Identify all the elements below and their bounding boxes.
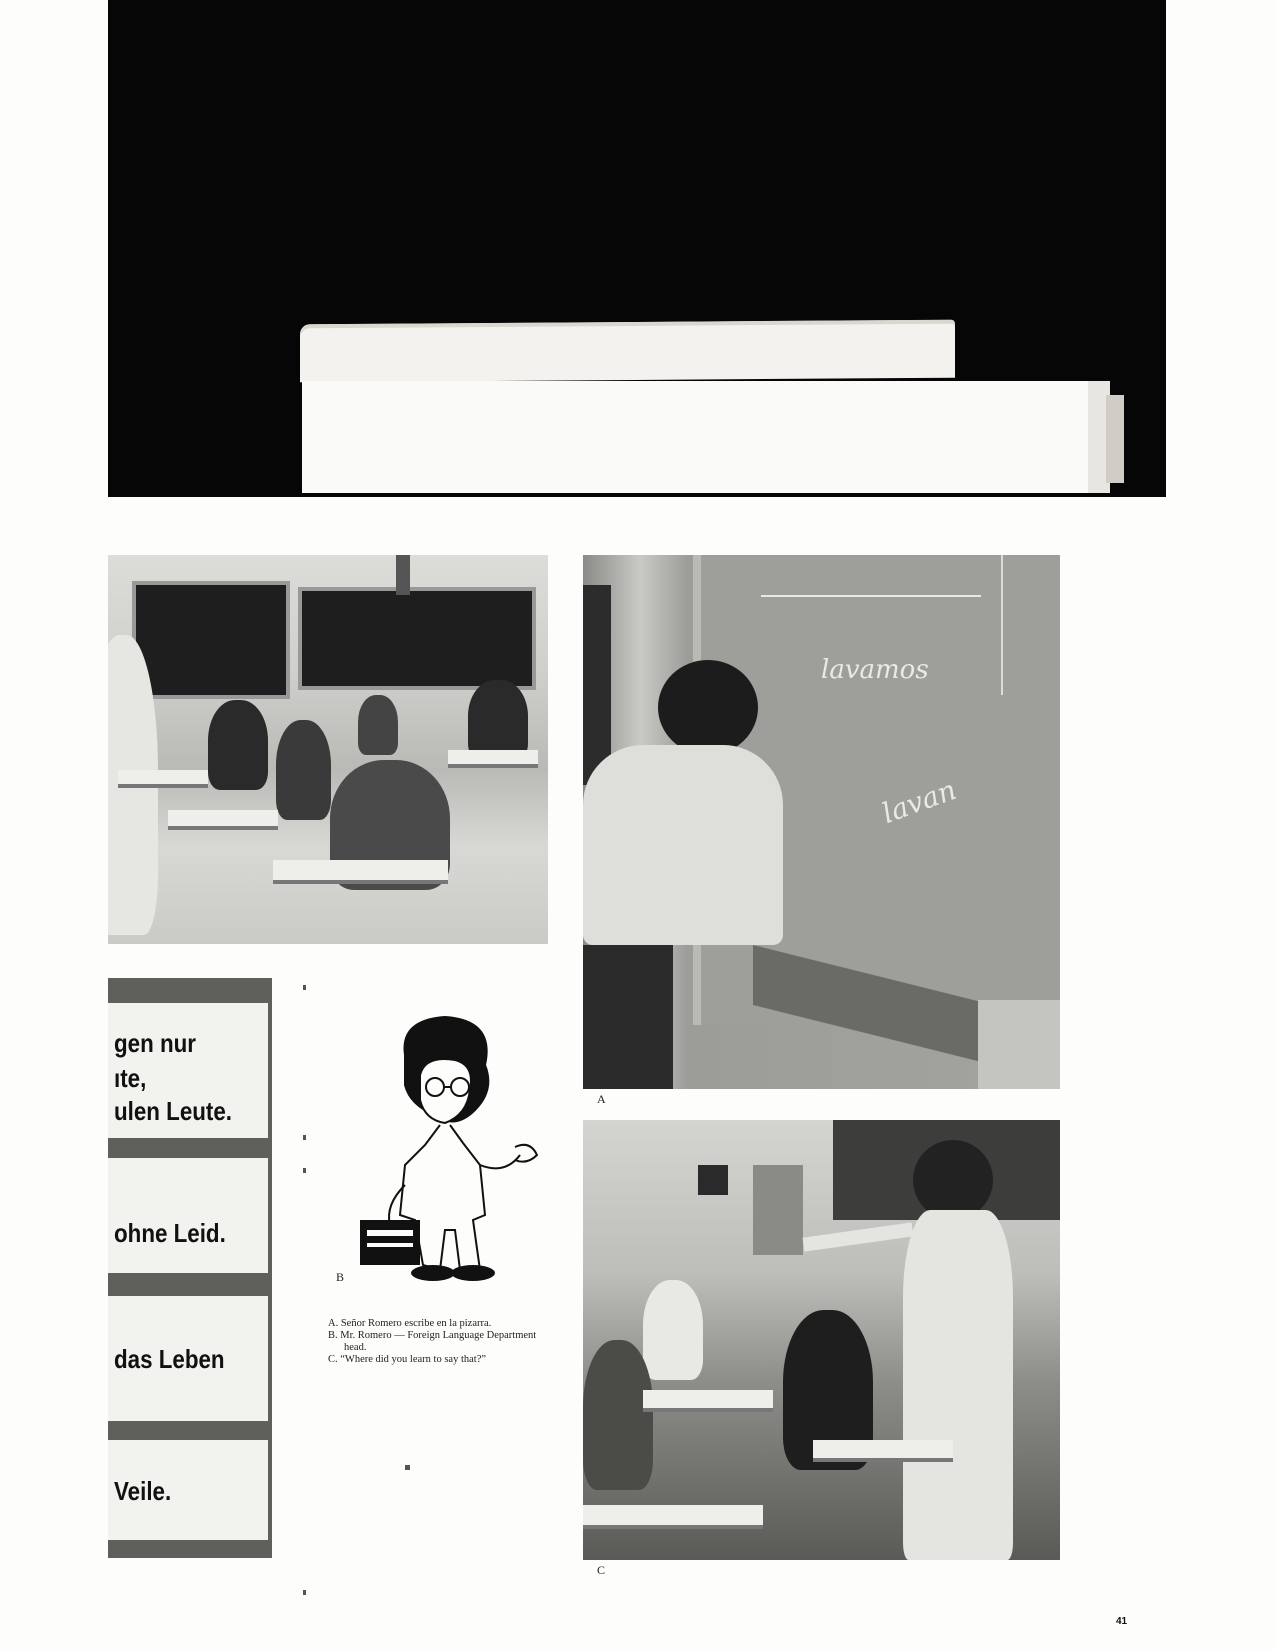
- page-number: 41: [1116, 1616, 1128, 1627]
- poster-text: ulen Leute.: [114, 1096, 233, 1126]
- scan-speck: [303, 1168, 306, 1173]
- poster-text: gen nur: [114, 1028, 196, 1058]
- student-seated: [643, 1280, 703, 1380]
- poster-text: das Leben: [114, 1344, 225, 1374]
- poster-card: [108, 1158, 268, 1273]
- desk: [448, 750, 538, 768]
- student-seated: [358, 695, 398, 755]
- bookshelf: [978, 1000, 1060, 1089]
- desk: [583, 1505, 763, 1529]
- photo-classroom-discussion: [583, 1120, 1060, 1560]
- blackboard-left: [132, 581, 290, 699]
- desk: [118, 770, 208, 788]
- teacher-shirt: [583, 745, 783, 945]
- teacher-standing: [903, 1210, 1013, 1560]
- teacher-arm: [803, 1222, 914, 1251]
- desk: [273, 860, 448, 884]
- blackboard-right: [298, 587, 536, 690]
- poster-text: ıte,: [114, 1063, 147, 1093]
- door-frame: [583, 585, 611, 785]
- desk: [643, 1390, 773, 1412]
- student-seated: [468, 680, 528, 760]
- photo-label-b: B: [336, 1270, 345, 1284]
- student-seated: [208, 700, 268, 790]
- flag: [396, 555, 410, 595]
- caricature-drawing: [345, 1015, 545, 1285]
- poster-text: Veile.: [114, 1476, 172, 1506]
- photo-classroom-students: [108, 555, 548, 944]
- scan-speck: [303, 1590, 306, 1595]
- photo-label-a: A: [597, 1092, 606, 1106]
- paper-strip-upper: [300, 320, 955, 383]
- teacher-trousers: [583, 945, 673, 1089]
- paper-strip-lower: [302, 381, 1110, 493]
- chalk-word: lavan: [877, 772, 961, 831]
- chalk-line: [1001, 555, 1003, 695]
- caption-a: A. Señor Romero escribe en la pizarra.: [328, 1318, 492, 1329]
- teacher-head: [913, 1140, 993, 1220]
- wall-picture: [698, 1165, 728, 1195]
- scan-speck: [303, 985, 306, 990]
- teacher-head: [658, 660, 758, 755]
- desk: [813, 1440, 953, 1462]
- desk: [168, 810, 278, 830]
- photo-teacher-chalkboard: [583, 555, 1060, 1089]
- poster-text: ohne Leid.: [114, 1218, 226, 1248]
- caption-c: C. “Where did you learn to say that?”: [328, 1354, 487, 1365]
- scan-speck: [303, 1135, 306, 1140]
- photo-label-c: C: [597, 1563, 606, 1577]
- chalk-word: lavamos: [821, 655, 929, 685]
- student-seated: [276, 720, 331, 820]
- scan-speck: [405, 1465, 410, 1470]
- magazine-rack: [753, 1165, 803, 1255]
- photo-german-poster: [108, 978, 272, 1558]
- chalk-arrow: [761, 595, 981, 597]
- caption-block: [328, 1318, 558, 1366]
- caption-b: B. Mr. Romero — Foreign Language Department head.: [328, 1330, 537, 1353]
- paper-strip-edge: [1106, 395, 1124, 483]
- student-seated: [583, 1340, 653, 1490]
